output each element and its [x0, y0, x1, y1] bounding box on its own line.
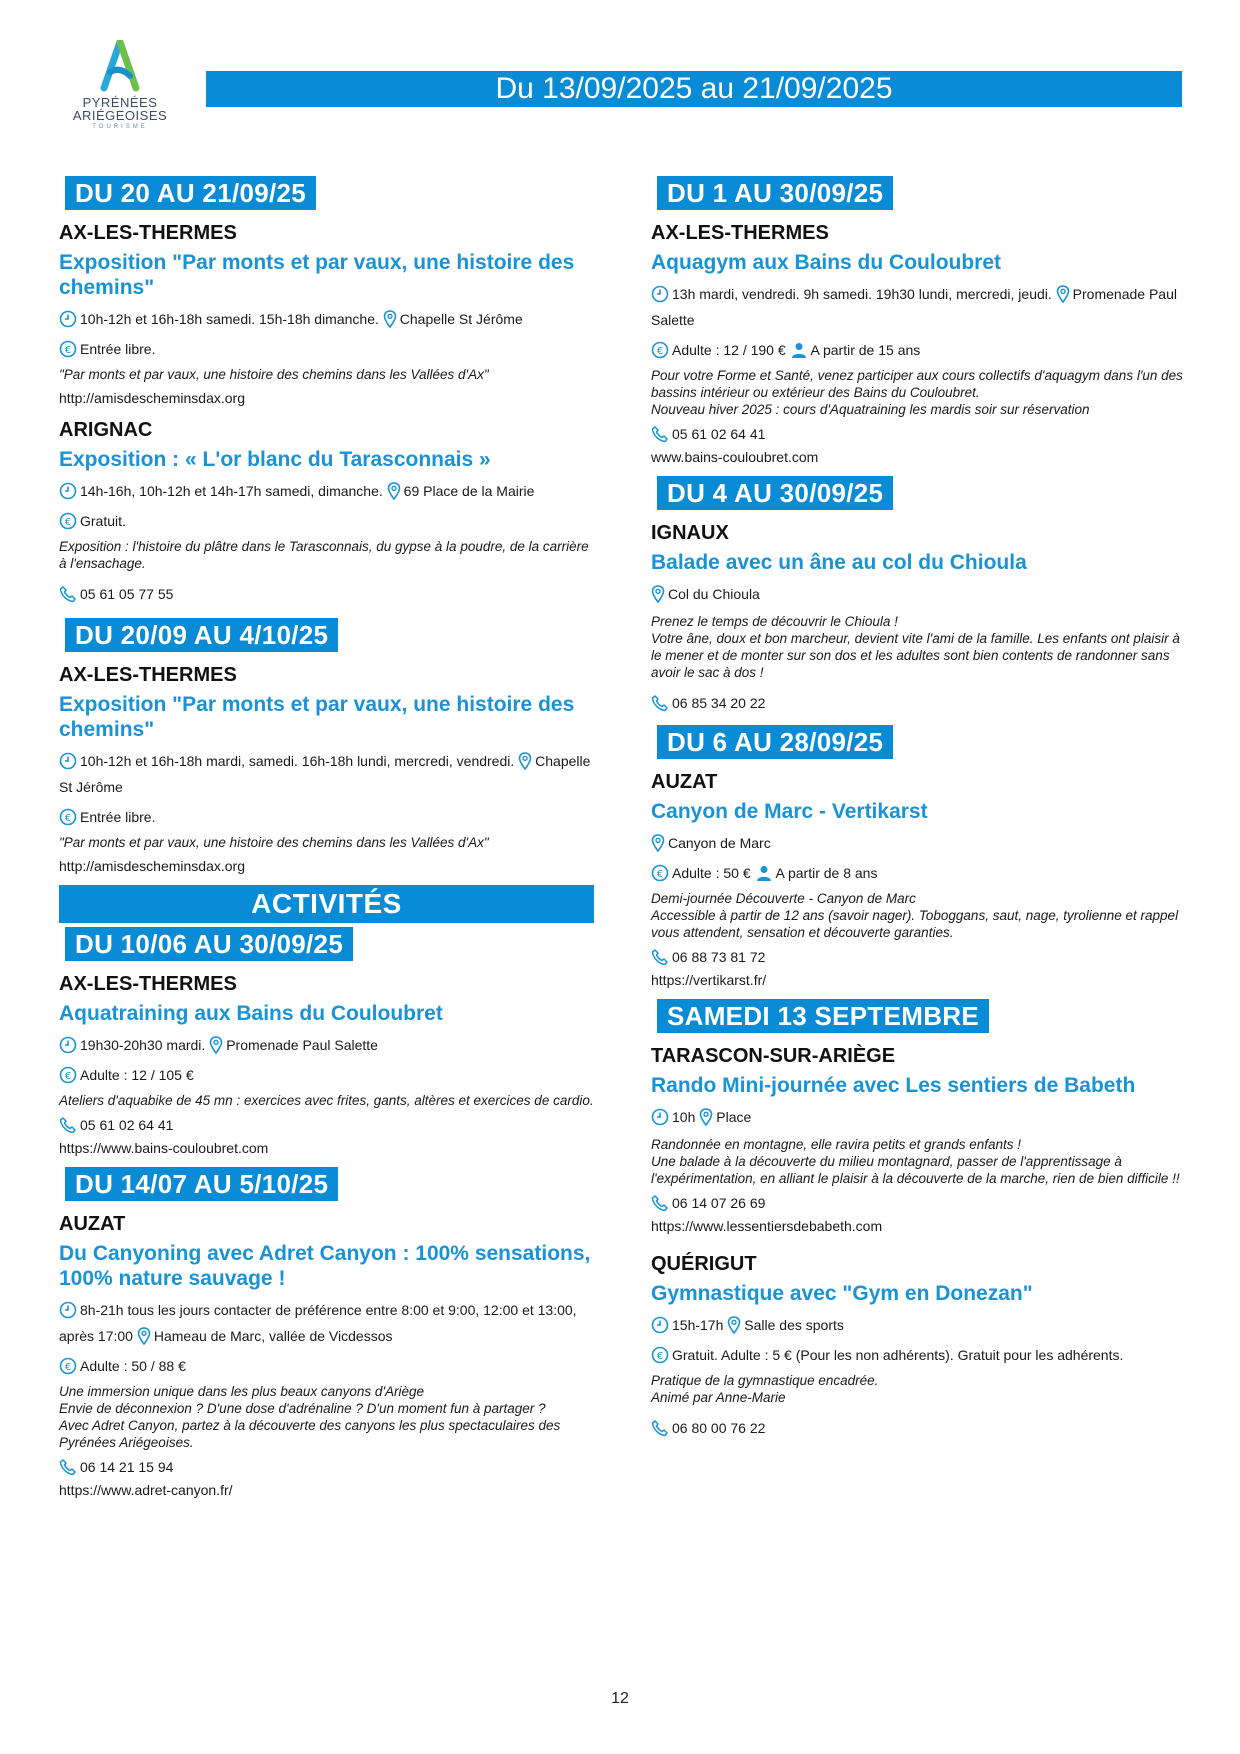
description-line: Demi-journée Découverte - Canyon de Marc	[651, 891, 916, 906]
map-pin-icon	[383, 310, 397, 328]
event-price-row	[59, 508, 594, 534]
description-line: Une immersion unique dans les plus beaux canyons d'Ariège	[59, 1384, 425, 1399]
event-phone-row	[651, 422, 1191, 446]
logo-line-2: ARIÉGEOISES	[72, 108, 168, 123]
event-description	[651, 1372, 1191, 1406]
description-line: Une balade à la découverte du milieu montagnard, passer de l'apprentissage à l'expérimentation, en alliant le plaisir à la découverte de la marche, rien de bien difficile !!	[651, 1154, 1180, 1186]
event-price: Adulte : 12 / 190 €	[672, 342, 786, 358]
description-line: Prenez le temps de découvrir le Chioula !	[651, 614, 898, 629]
event-price-row	[59, 804, 594, 830]
map-pin-icon	[651, 834, 665, 852]
event-url[interactable]: http://amisdescheminsdax.org	[59, 390, 245, 406]
event-place: Col du Chioula	[668, 586, 760, 602]
event-phone[interactable]: 06 85 34 20 22	[672, 695, 766, 711]
event-hours: 13h mardi, vendredi. 9h samedi. 19h30 lundi, mercredi, jeudi.	[672, 286, 1052, 302]
map-pin-icon	[699, 1108, 713, 1126]
event-phone[interactable]: 05 61 02 64 41	[672, 426, 766, 442]
event-place: Hameau de Marc, vallée de Vicdessos	[153, 1328, 393, 1344]
person-icon	[755, 864, 773, 882]
clock-icon	[651, 1108, 669, 1126]
event-price: Entrée libre.	[80, 809, 156, 825]
event-title: Aquatraining aux Bains du Couloubret	[59, 1002, 443, 1025]
section-date: DU 4 AU 30/09/25	[657, 476, 893, 510]
event-description	[651, 1136, 1191, 1187]
map-pin-icon	[518, 752, 532, 770]
event-phone[interactable]: 06 80 00 76 22	[672, 1420, 766, 1436]
event-description: Ateliers d'aquabike de 45 mn : exercices avec frites, gants, altères et exercices de cardio.	[59, 1093, 594, 1108]
event-url[interactable]: https://www.adret-canyon.fr/	[59, 1482, 233, 1498]
event-phone-row	[59, 582, 594, 606]
event-hours: 10h-12h et 16h-18h mardi, samedi. 16h-18h lundi, mercredi, vendredi.	[80, 753, 515, 769]
event-hours-place	[651, 281, 1191, 333]
svg-text:€: €	[656, 869, 664, 880]
event-town: AX-LES-THERMES	[59, 973, 237, 995]
event-phone-row	[651, 945, 1191, 969]
event-town: AX-LES-THERMES	[651, 222, 829, 244]
map-pin-icon	[651, 585, 665, 603]
phone-icon	[651, 1419, 669, 1437]
phone-icon	[59, 1458, 77, 1476]
event-hours-place	[651, 1312, 1191, 1338]
event-hours: 8h-21h tous les jours contacter de préférence entre 8:00 et 9:00, 12:00 et 13:00, après 17:00	[59, 1302, 577, 1344]
event-title: Exposition : « L'or blanc du Tarasconnais »	[59, 448, 491, 471]
euro-icon	[651, 864, 669, 882]
event-town: TARASCON-SUR-ARIÈGE	[651, 1045, 896, 1067]
event-title: Gymnastique avec "Gym en Donezan"	[651, 1282, 1033, 1305]
event-phone-row	[651, 1191, 1191, 1215]
event-town: AUZAT	[59, 1213, 126, 1235]
logo-mark-icon	[98, 40, 142, 92]
euro-icon	[59, 1066, 77, 1084]
right-column	[651, 176, 1191, 1440]
event-place: Chapelle St Jérôme	[59, 753, 591, 795]
event-age: A partir de 8 ans	[775, 865, 878, 881]
page-number: 12	[611, 1690, 629, 1707]
event-phone[interactable]: 05 61 02 64 41	[80, 1117, 174, 1133]
event-url[interactable]: https://www.bains-couloubret.com	[59, 1140, 269, 1156]
event-url[interactable]: https://www.lessentiersdebabeth.com	[651, 1218, 883, 1234]
event-town: IGNAUX	[651, 522, 729, 544]
event-hours: 10h	[672, 1109, 696, 1125]
section-date: SAMEDI 13 SEPTEMBRE	[657, 999, 989, 1033]
event-phone[interactable]: 06 14 21 15 94	[80, 1459, 174, 1475]
event-town: AX-LES-THERMES	[59, 222, 237, 244]
section-date: DU 1 AU 30/09/25	[657, 176, 893, 210]
clock-icon	[59, 1036, 77, 1054]
event-price: Adulte : 50 €	[672, 865, 751, 881]
description-line: Nouveau hiver 2025 : cours d'Aquatraining les mardis soir sur réservation	[651, 402, 1090, 417]
phone-icon	[651, 948, 669, 966]
event-age: A partir de 15 ans	[810, 342, 921, 358]
section-date: DU 10/06 AU 30/09/25	[65, 927, 353, 961]
euro-icon	[59, 1357, 77, 1375]
event-price: Adulte : 12 / 105 €	[80, 1067, 194, 1083]
clock-icon	[651, 1316, 669, 1334]
event-title: Balade avec un âne au col du Chioula	[651, 551, 1027, 574]
event-phone-row	[59, 1113, 594, 1137]
event-url[interactable]: http://amisdescheminsdax.org	[59, 858, 245, 874]
map-pin-icon	[1056, 285, 1070, 303]
event-place-row	[651, 830, 1191, 856]
event-title: Canyon de Marc - Vertikarst	[651, 800, 928, 823]
event-hours-place	[651, 1104, 1191, 1130]
event-price-row	[59, 1353, 594, 1379]
svg-text:€: €	[656, 1351, 664, 1362]
event-hours: 15h-17h	[672, 1317, 724, 1333]
event-place: Promenade Paul Salette	[226, 1037, 378, 1053]
event-phone[interactable]: 05 61 05 77 55	[80, 586, 174, 602]
event-hours: 19h30-20h30 mardi.	[80, 1037, 206, 1053]
clock-icon	[651, 285, 669, 303]
event-place: Promenade Paul Salette	[651, 286, 1177, 328]
logo-line-3: TOURISME	[92, 124, 148, 130]
event-description	[59, 1383, 594, 1451]
clock-icon	[59, 482, 77, 500]
event-price-row	[651, 337, 1191, 363]
event-url[interactable]: https://vertikarst.fr/	[651, 972, 767, 988]
svg-text:€: €	[64, 813, 72, 824]
activities-heading: ACTIVITÉS	[59, 885, 594, 923]
phone-icon	[59, 585, 77, 603]
description-line: Votre âne, doux et bon marcheur, devient vite l'ami de la famille. Les enfants ont plaisir à le mener et de monter sur son dos et les adultes sont bien contents de randonner sans avoir le sac à dos !	[651, 631, 1180, 680]
event-place-row	[651, 581, 1191, 607]
event-town: AX-LES-THERMES	[59, 664, 237, 686]
logo	[70, 40, 170, 132]
event-town: ARIGNAC	[59, 419, 153, 441]
event-title: Rando Mini-journée avec Les sentiers de Babeth	[651, 1074, 1136, 1097]
event-price: Entrée libre.	[80, 341, 156, 357]
event-url[interactable]: www.bains-couloubret.com	[651, 449, 819, 465]
euro-icon	[59, 340, 77, 358]
event-price: Gratuit. Adulte : 5 € (Pour les non adhérents). Gratuit pour les adhérents.	[672, 1347, 1124, 1363]
phone-icon	[651, 694, 669, 712]
event-place: Canyon de Marc	[668, 835, 771, 851]
euro-icon	[59, 512, 77, 530]
event-title: Aquagym aux Bains du Couloubret	[651, 251, 1002, 274]
map-pin-icon	[727, 1316, 741, 1334]
description-line: Pratique de la gymnastique encadrée.	[651, 1373, 879, 1388]
event-hours-place	[59, 478, 594, 504]
event-title: Exposition "Par monts et par vaux, une histoire des chemins"	[59, 251, 575, 299]
event-description: "Par monts et par vaux, une histoire des chemins dans les Vallées d'Ax"	[59, 367, 489, 382]
euro-icon	[651, 341, 669, 359]
event-description	[651, 890, 1191, 941]
logo-line-1: PYRÉNÉES	[82, 95, 158, 110]
svg-text:€: €	[64, 345, 72, 356]
euro-icon	[651, 1346, 669, 1364]
event-hours: 14h-16h, 10h-12h et 14h-17h samedi, dimanche.	[80, 483, 383, 499]
section-date: DU 14/07 AU 5/10/25	[65, 1167, 338, 1201]
description-line: Envie de déconnexion ? D'une dose d'adrénaline ? D'un moment fun à partager ?	[59, 1401, 546, 1416]
euro-icon	[59, 808, 77, 826]
phone-icon	[59, 1116, 77, 1134]
event-description: "Par monts et par vaux, une histoire des chemins dans les Vallées d'Ax"	[59, 835, 489, 850]
event-hours-place	[59, 748, 594, 800]
event-price-row	[651, 1342, 1191, 1368]
description-line: Accessible à partir de 12 ans (savoir nager). Toboggans, saut, nage, tyrolienne et rappel vous attendent, sensation et découverte garanties.	[651, 908, 1179, 940]
phone-icon	[651, 425, 669, 443]
event-phone-row	[651, 691, 1191, 715]
clock-icon	[59, 752, 77, 770]
phone-icon	[651, 1194, 669, 1212]
event-price-row	[59, 336, 594, 362]
left-column	[59, 176, 594, 1509]
event-hours-place	[59, 1297, 594, 1349]
event-phone[interactable]: 06 88 73 81 72	[672, 949, 766, 965]
description-line: Pour votre Forme et Santé, venez participer aux cours collectifs d'aquagym dans l'un des bassins intérieur ou extérieur des Bains du Couloubret.	[651, 368, 1183, 400]
description-line: Randonnée en montagne, elle ravira petits et grands enfants !	[651, 1137, 1021, 1152]
event-hours-place	[59, 1032, 594, 1058]
event-town: AUZAT	[651, 771, 718, 793]
svg-text:€: €	[64, 1362, 72, 1373]
svg-text:€: €	[64, 1071, 72, 1082]
event-phone-row	[651, 1416, 1191, 1440]
map-pin-icon	[137, 1327, 151, 1345]
event-description	[651, 613, 1191, 681]
event-price: Gratuit.	[80, 513, 126, 529]
map-pin-icon	[387, 482, 401, 500]
clock-icon	[59, 310, 77, 328]
svg-text:€: €	[656, 346, 664, 357]
clock-icon	[59, 1301, 77, 1319]
section-date: DU 6 AU 28/09/25	[657, 725, 893, 759]
event-place: Chapelle St Jérôme	[399, 311, 523, 327]
description-line: Avec Adret Canyon, partez à la découverte des canyons les plus spectaculaires des Pyrénées Ariégeoises.	[59, 1418, 561, 1450]
section-date: DU 20/09 AU 4/10/25	[65, 618, 338, 652]
event-phone-row	[59, 1455, 594, 1479]
event-phone[interactable]: 06 14 07 26 69	[672, 1195, 766, 1211]
event-town: QUÉRIGUT	[651, 1253, 757, 1275]
svg-text:€: €	[64, 517, 72, 528]
event-price-row	[59, 1062, 594, 1088]
section-date: DU 20 AU 21/09/25	[65, 176, 316, 210]
event-place: Place	[716, 1109, 752, 1125]
event-description: Exposition : l'histoire du plâtre dans le Tarasconnais, du gypse à la poudre, de la carrière à l'ensachage.	[59, 539, 589, 571]
event-price: Adulte : 50 / 88 €	[80, 1358, 186, 1374]
event-place: 69 Place de la Mairie	[403, 483, 535, 499]
date-range-banner: Du 13/09/2025 au 21/09/2025	[206, 71, 1182, 107]
event-place: Salle des sports	[744, 1317, 844, 1333]
event-description	[651, 367, 1191, 418]
event-title: Du Canyoning avec Adret Canyon : 100% sensations, 100% nature sauvage !	[59, 1242, 591, 1290]
event-hours-place	[59, 306, 594, 332]
map-pin-icon	[209, 1036, 223, 1054]
description-line: Animé par Anne-Marie	[651, 1390, 786, 1405]
event-price-row	[651, 860, 1191, 886]
event-title: Exposition "Par monts et par vaux, une histoire des chemins"	[59, 693, 575, 741]
person-icon	[790, 341, 808, 359]
event-hours: 10h-12h et 16h-18h samedi. 15h-18h dimanche.	[80, 311, 379, 327]
